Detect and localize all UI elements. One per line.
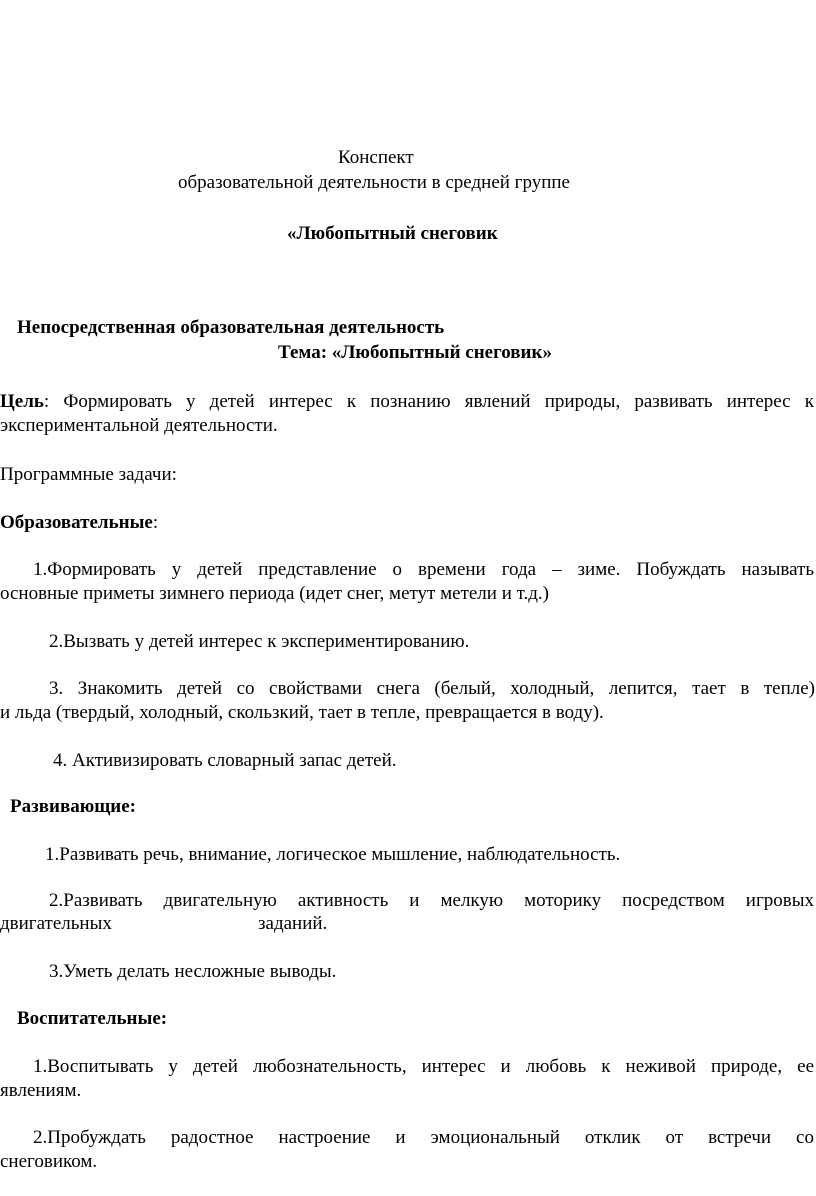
developing-item-1: 1.Развивать речь, внимание, логическое мышление, наблюдательность.: [45, 844, 621, 865]
educational-item-2: 2.Вызвать у детей интерес к экспериментированию.: [49, 631, 470, 652]
goal-line-1: [0, 390, 814, 414]
goal-text: : Формировать у детей интерес к познанию явлений природы, развивать интерес к: [43, 391, 814, 412]
educational-heading-line: [0, 511, 158, 535]
doc-type-line: Конспект: [338, 147, 414, 168]
developing-item-2-line-2b: заданий.: [258, 913, 328, 934]
upbringing-item-1-line-2: явлениям.: [0, 1080, 82, 1101]
developing-item-3: 3.Уметь делать несложные выводы.: [49, 961, 337, 982]
upbringing-item-2-line-1: 2.Пробуждать радостное настроение и эмоциональный отклик от встречи со: [33, 1127, 814, 1148]
goal-line-2: экспериментальной деятельности.: [0, 415, 278, 436]
doc-subtitle-line: образовательной деятельности в средней группе: [178, 172, 570, 193]
educational-heading: Образовательные: [0, 512, 153, 533]
educational-item-4: 4. Активизировать словарный запас детей.: [53, 750, 397, 771]
goal-label: Цель: [0, 391, 44, 412]
upbringing-heading: Воспитательные:: [17, 1008, 168, 1029]
developing-heading: Развивающие:: [10, 796, 136, 817]
activity-theme: Тема: «Любопытный снеговик»: [278, 342, 552, 363]
educational-colon: :: [152, 512, 159, 533]
upbringing-item-1-line-1: 1.Воспитывать у детей любознательность, интерес и любовь к неживой природе, ее: [33, 1056, 814, 1077]
developing-item-2-line-2a: двигательных: [0, 913, 112, 934]
educational-item-3-line-1: 3. Знакомить детей со свойствами снега (белый, холодный, лепится, тает в тепле): [49, 678, 815, 699]
upbringing-item-2-line-2: снеговиком.: [0, 1151, 98, 1172]
educational-item-1-line-1: 1.Формировать у детей представление о времени года – зиме. Побуждать называть: [33, 559, 814, 580]
activity-heading: Непосредственная образовательная деятельность: [17, 317, 445, 338]
developing-item-2-line-1: 2.Развивать двигательную активность и мелкую моторику посредством игровых: [49, 890, 814, 911]
doc-title: «Любопытный снеговик: [287, 223, 498, 244]
educational-item-1-line-2: основные приметы зимнего периода (идет снег, метут метели и т.д.): [0, 583, 549, 604]
program-tasks-label: Программные задачи:: [0, 464, 177, 485]
educational-item-3-line-2: и льда (твердый, холодный, скользкий, тает в тепле, превращается в воду).: [0, 702, 604, 723]
